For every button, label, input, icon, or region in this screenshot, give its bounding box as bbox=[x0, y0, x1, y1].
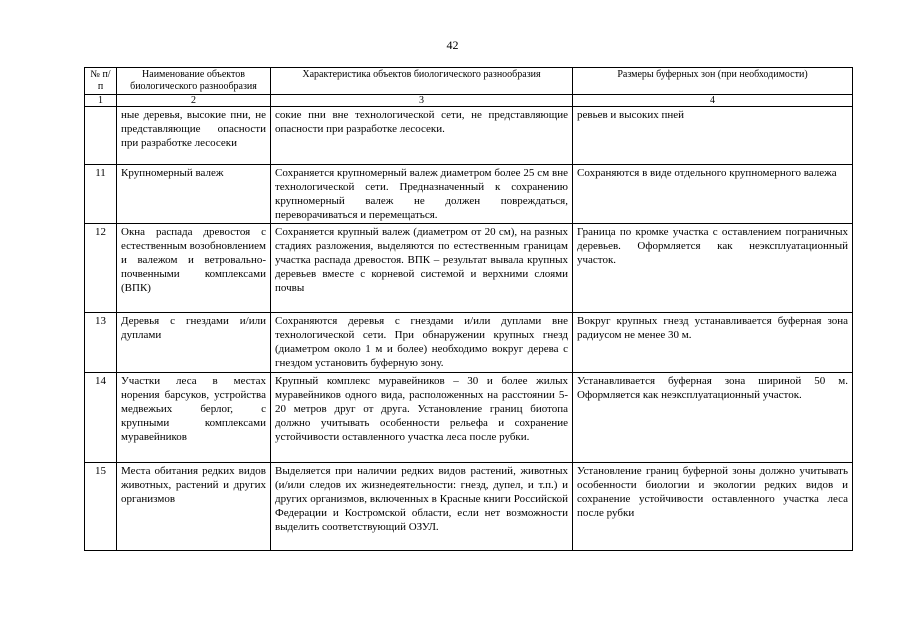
object-name: Места обитания редких видов животных, растений и других организмов bbox=[117, 463, 271, 551]
header-characteristic: Характеристика объектов биологического разнообразия bbox=[271, 68, 573, 95]
table-row bbox=[85, 224, 853, 313]
buffer-zone: Вокруг крупных гнезд устанавливается буферная зона радиусом не менее 30 м. bbox=[573, 313, 853, 373]
buffer-zone: ревьев и высоких пней bbox=[573, 107, 853, 165]
biodiversity-table bbox=[84, 67, 853, 551]
table-row bbox=[85, 463, 853, 551]
column-index: 4 bbox=[573, 95, 853, 107]
object-characteristic: Выделяется при наличии редких видов растений, животных (и/или следов их жизнедеятельности: гнезд, дупел, и т.п.) и других организмов, включенных в Красные книги Российской Федерации и Костромской области, если нет возможности выделить соответствующий ОЗУЛ. bbox=[271, 463, 573, 551]
object-name: Крупномерный валеж bbox=[117, 165, 271, 224]
table-row bbox=[85, 373, 853, 463]
row-number: 13 bbox=[85, 313, 117, 373]
buffer-zone: Граница по кромке участка с оставлением пограничных деревьев. Оформляется как неэксплуатационный участок. bbox=[573, 224, 853, 313]
header-number: № п/п bbox=[85, 68, 117, 95]
object-characteristic: Крупный комплекс муравейников – 30 и более жилых муравейников одного вида, расположенных на расстоянии 5-20 метров друг от друга. Установление границ биотопа должно учитывать особенности рельефа и сохранение устойчивости оставленного участка леса после рубки. bbox=[271, 373, 573, 463]
object-name: Деревья с гнездами и/или дуплами bbox=[117, 313, 271, 373]
object-name: Окна распада древостоя с естественным возобновлением и валежом и ветровально-почвенными комплексами (ВПК) bbox=[117, 224, 271, 313]
object-characteristic: Сохраняется крупный валеж (диаметром от 20 см), на разных стадиях разложения, выделяются по естественным границам участка распада древостоя. ВПК – результат вывала крупных деревьев вместе с корневой системой и верхними слоями почвы bbox=[271, 224, 573, 313]
row-number bbox=[85, 107, 117, 165]
page-number: 42 bbox=[446, 38, 459, 52]
buffer-zone: Установление границ буферной зоны должно учитывать особенности биологии и экологии редких видов и сохранение устойчивости оставленного участка леса после рубки bbox=[573, 463, 853, 551]
column-index: 1 bbox=[85, 95, 117, 107]
column-index-row bbox=[85, 95, 853, 107]
object-characteristic: сокие пни вне технологической сети, не представляющие опасности при разработке лесосеки. bbox=[271, 107, 573, 165]
row-number: 14 bbox=[85, 373, 117, 463]
header-row bbox=[85, 68, 853, 95]
buffer-zone: Устанавливается буферная зона шириной 50 м. Оформляется как неэксплуатационный участок. bbox=[573, 373, 853, 463]
column-index: 2 bbox=[117, 95, 271, 107]
table-row bbox=[85, 107, 853, 165]
object-characteristic: Сохраняется крупномерный валеж диаметром более 25 см вне технологической сети. Предназначенный к сохранению крупномерный валеж не должен повреждаться, переворачиваться и перемещаться. bbox=[271, 165, 573, 224]
object-name: ные деревья, высокие пни, не представляющие опасности при разработке лесосеки bbox=[117, 107, 271, 165]
row-number: 12 bbox=[85, 224, 117, 313]
column-index: 3 bbox=[271, 95, 573, 107]
header-name: Наименование объектов биологического разнообразия bbox=[117, 68, 271, 95]
buffer-zone: Сохраняются в виде отдельного крупномерного валежа bbox=[573, 165, 853, 224]
header-buffer: Размеры буферных зон (при необходимости) bbox=[573, 68, 853, 95]
object-characteristic: Сохраняются деревья с гнездами и/или дуплами вне технологической сети. При обнаружении крупных гнезд (диаметром около 1 м и более) необходимо вокруг дерева с гнездом установить буферную зону. bbox=[271, 313, 573, 373]
row-number: 11 bbox=[85, 165, 117, 224]
table-row bbox=[85, 165, 853, 224]
row-number: 15 bbox=[85, 463, 117, 551]
object-name: Участки леса в местах норения барсуков, устройства медвежьих берлог, с крупными комплексами муравейников bbox=[117, 373, 271, 463]
table-row bbox=[85, 313, 853, 373]
